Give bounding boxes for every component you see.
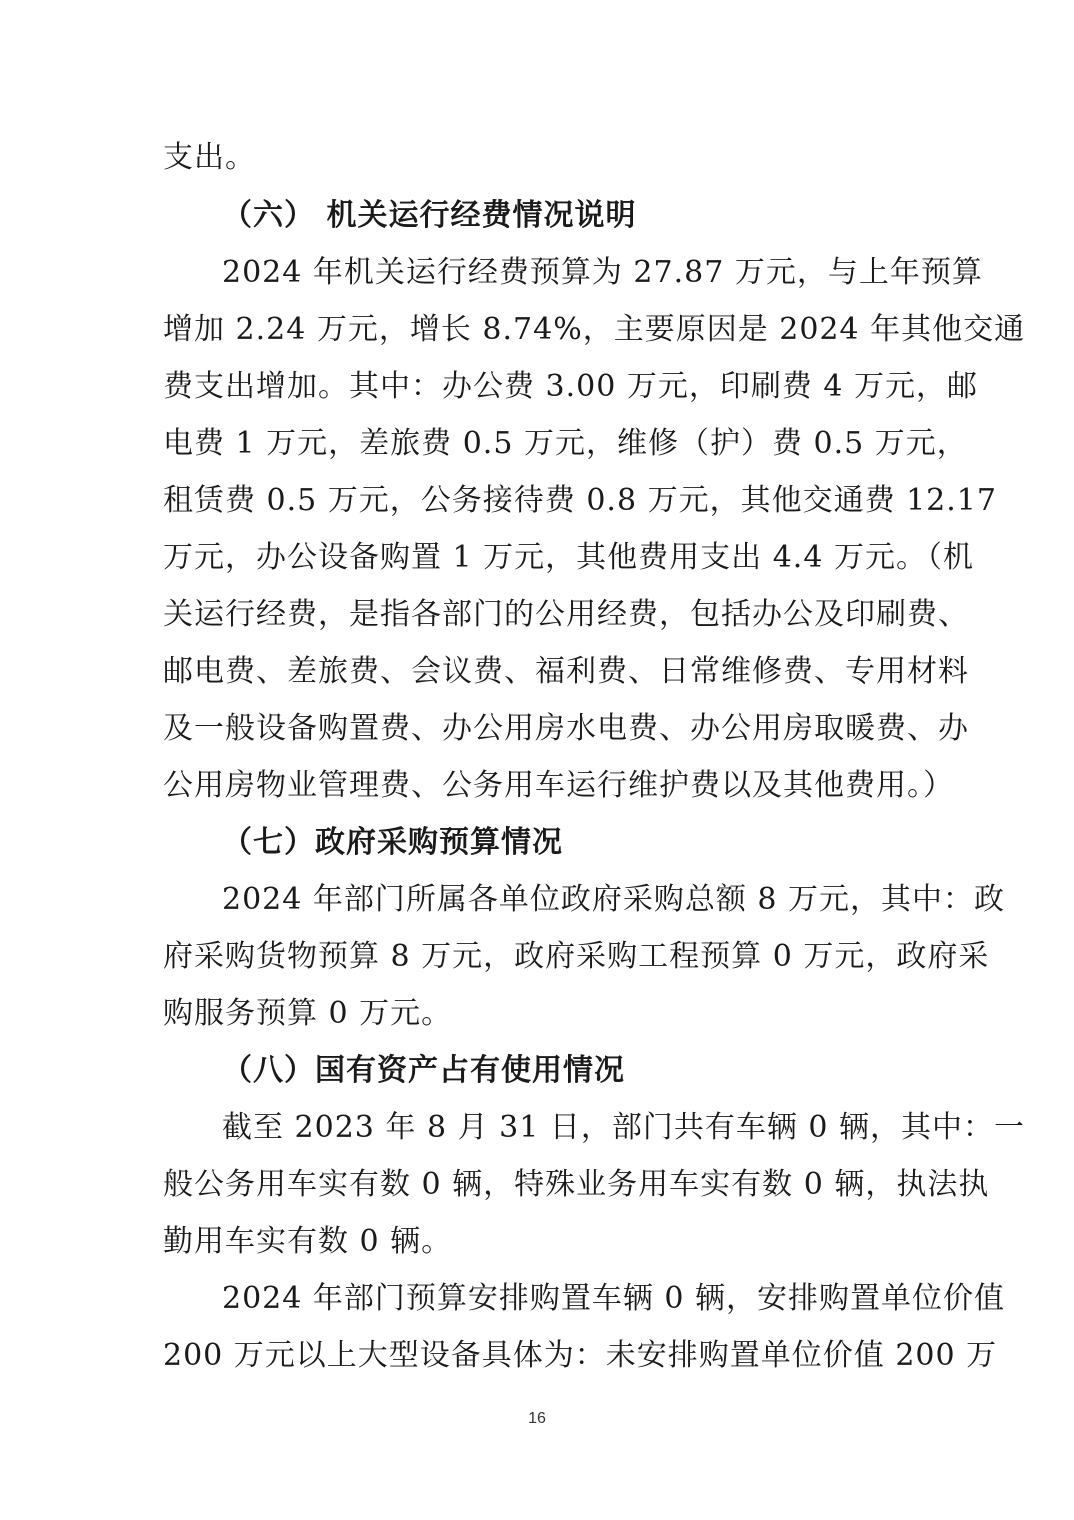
paragraph-line: 般公务用车实有数 0 辆，特殊业务用车实有数 0 辆，执法执: [163, 1167, 990, 1202]
paragraph-line: 200 万元以上大型设备具体为：未安排购置单位价值 200 万: [163, 1338, 998, 1373]
section-heading-6: （六） 机关运行经费情况说明: [222, 198, 637, 233]
paragraph-line: 关运行经费，是指各部门的公用经费，包括办公及印刷费、: [163, 597, 969, 632]
paragraph-line: 公用房物业管理费、公务用车运行维护费以及其他费用。）: [163, 768, 954, 803]
paragraph-line: 邮电费、差旅费、会议费、福利费、日常维修费、专用材料: [163, 654, 969, 689]
paragraph-line: 2024 年部门所属各单位政府采购总额 8 万元，其中：政: [222, 882, 1006, 917]
paragraph-line: 2024 年机关运行经费预算为 27.87 万元，与上年预算: [222, 255, 983, 290]
paragraph-line: 勤用车实有数 0 辆。: [163, 1224, 453, 1259]
section-heading-7: （七）政府采购预算情况: [222, 825, 563, 860]
paragraph-line: 2024 年部门预算安排购置车辆 0 辆，安排购置单位价值: [222, 1281, 1006, 1316]
paragraph-line: 电费 1 万元，差旅费 0.5 万元，维修（护）费 0.5 万元，: [163, 426, 968, 461]
paragraph-line: 费支出增加。其中：办公费 3.00 万元，印刷费 4 万元，邮: [163, 369, 979, 404]
text-line: 支出。: [163, 140, 256, 175]
paragraph-line: 府采购货物预算 8 万元，政府采购工程预算 0 万元，政府采: [163, 939, 990, 974]
paragraph-line: 截至 2023 年 8 月 31 日，部门共有车辆 0 辆，其中：一: [222, 1110, 1025, 1145]
page-number: 16: [528, 1410, 546, 1427]
paragraph-line: 增加 2.24 万元，增长 8.74%，主要原因是 2024 年其他交通: [163, 312, 1026, 347]
section-heading-8: （八）国有资产占有使用情况: [222, 1053, 625, 1088]
paragraph-line: 及一般设备购置费、办公用房水电费、办公用房取暖费、办: [163, 711, 969, 746]
paragraph-line: 万元，办公设备购置 1 万元，其他费用支出 4.4 万元。（机: [163, 540, 974, 575]
paragraph-line: 租赁费 0.5 万元，公务接待费 0.8 万元，其他交通费 12.17: [163, 483, 997, 518]
paragraph-line: 购服务预算 0 万元。: [163, 996, 453, 1031]
